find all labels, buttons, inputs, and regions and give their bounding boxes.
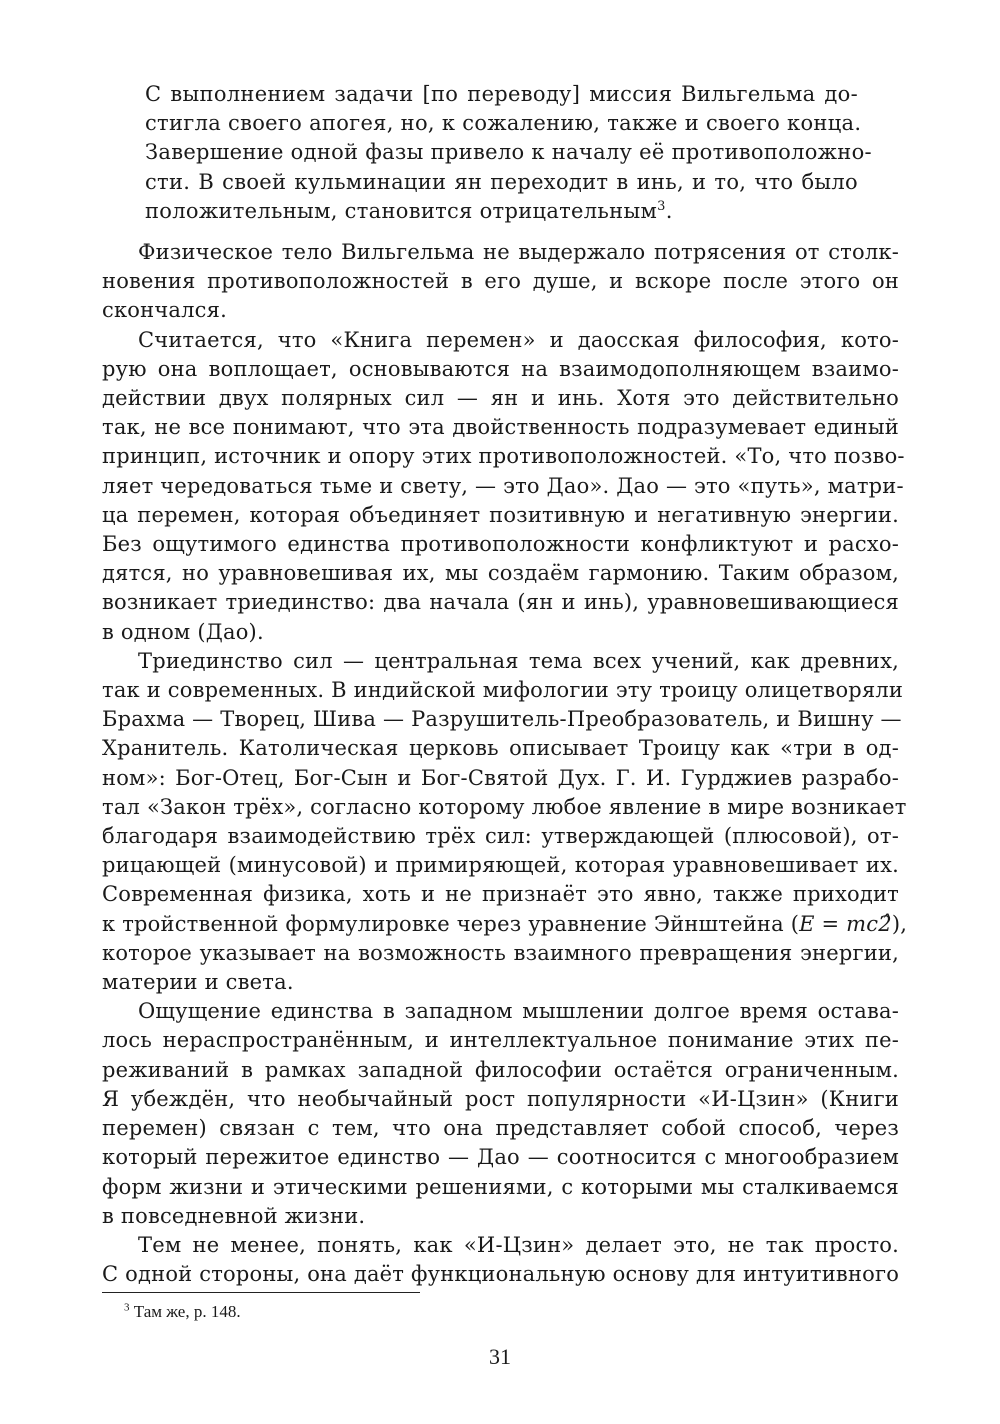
quote-last-line-text: положительным, становится отрицательным (145, 198, 658, 223)
paragraph-1-line: скончался. (102, 298, 227, 323)
quote-line: С выполнением задачи [по переводу] миссия Вильгельма до- (145, 82, 858, 106)
paragraph-5-line: Тем не менее, понять, как «И-Цзин» делает это, не так просто. (138, 1232, 899, 1257)
paragraph-5-line: С одной стороны, она даёт функциональную основу для интуитивного (102, 1262, 900, 1287)
einstein-formula: E = mc2̂ (799, 911, 892, 936)
paragraph-3-line: Современная физика, хоть и не признаёт это явно, также приходит (102, 882, 899, 907)
quote-last-line-end: . (665, 198, 673, 223)
paragraph-2-line: в одном (Дао). (102, 619, 264, 644)
paragraph-4-line: в повседневной жизни. (102, 1203, 366, 1228)
paragraph-2-line: дятся, но уравновешивая их, мы создаём гармонию. Таким образом, (102, 561, 899, 586)
body-text (102, 238, 908, 1289)
block-quote (145, 80, 872, 226)
footnote-text: Там же, p. 148. (129, 1302, 241, 1321)
page-number: 31 (489, 1344, 511, 1369)
paragraph-3-line: которое указывает на возможность взаимного превращения энергии, (102, 940, 899, 965)
paragraph-3-line: Триединство сил — центральная тема всех учений, как древних, (138, 648, 899, 673)
paragraph-4-line: форм жизни и этическими решениями, с которыми мы сталкиваемся (102, 1174, 899, 1199)
paragraph-2-line: так, не все понимают, что эта двойственность подразумевает единый (102, 415, 899, 440)
footnote-number: 3 (124, 1301, 130, 1314)
paragraph-2-line: действии двух полярных сил — ян и инь. Хотя это действительно (102, 386, 899, 411)
paragraph-2-line: Без ощутимого единства противоположности конфликтуют и расхо- (102, 532, 899, 557)
paragraph-3-line: благодаря взаимодействию трёх сил: утверждающей (плюсовой), от- (102, 824, 899, 849)
paragraph-3-line: Хранитель. Католическая церковь описывает Троицу как «три в од- (102, 736, 899, 761)
paragraph-4-line: перемен) связан с тем, что она представляет собой способ, через (102, 1116, 899, 1141)
quote-line: сти. В своей кульминации ян переходит в инь, и то, что было (145, 169, 858, 194)
paragraph-4-line: лось нераспространённым, и интеллектуальное понимание этих пе- (102, 1028, 899, 1053)
paragraph-3-line: тал «Закон трёх», согласно которому любое явление в мире возникает (102, 794, 907, 819)
paragraph-2-line: ляет чередоваться тьме и свету, — это Дао». Дао — это «путь», матри- (102, 473, 904, 498)
paragraph-3-line: Брахма — Творец, Шива — Разрушитель-Преобразователь, и Вишну — (102, 707, 902, 732)
quote-last-line (145, 197, 858, 226)
paragraph-2-line: рую она воплощает, основываются на взаимодополняющем взаимо- (102, 356, 899, 381)
paragraph-3-line: ном»: Бог-Отец, Бог-Сын и Бог-Святой Дух. Г. И. Гурджиев разрабо- (102, 765, 899, 790)
paragraph-3-line: рицающей (минусовой) и примиряющей, которая уравновешивает их. (102, 853, 899, 878)
paragraph-1-line: новения противоположностей в его душе, и вскоре после этого он (102, 269, 899, 294)
paragraph-2-line: принцип, источник и опору этих противоположностей. «То, что позво- (102, 444, 905, 469)
paragraph-4-line: Ощущение единства в западном мышлении долгое время остава- (138, 999, 899, 1024)
footnote-divider (102, 1292, 420, 1293)
footnote (124, 1300, 241, 1324)
quote-line: Завершение одной фазы привело к началу её противоположно- (145, 140, 872, 165)
footnote-reference: 3 (657, 198, 666, 214)
formula-line-before: к тройственной формулировке через уравнение Эйнштейна ( (102, 911, 800, 936)
paragraph-3-line: материи и света. (102, 970, 294, 995)
formula-line-after: ), (891, 911, 908, 936)
paragraph-4-line: который пережитое единство — Дао — соотносится с многообразием (102, 1145, 899, 1170)
paragraph-2-line: Считается, что «Книга перемен» и даосская философия, кото- (138, 327, 899, 352)
paragraph-2-line: ца перемен, которая объединяет позитивную и негативную энергии. (102, 502, 899, 527)
paragraph-4-line: реживаний в рамках западной философии остаётся ограниченным. (102, 1057, 899, 1082)
paragraph-3-formula-line (102, 910, 908, 939)
paragraph-3-line: так и современных. В индийской мифологии эту троицу олицетворяли (102, 678, 904, 703)
paragraph-1-line: Физическое тело Вильгельма не выдержало потрясения от столк- (138, 240, 899, 264)
paragraph-4-line: Я убеждён, что необычайный рост популярности «И-Цзин» (Книги (102, 1086, 899, 1111)
paragraph-2-line: возникает триединство: два начала (ян и инь), уравновешивающиеся (102, 590, 899, 615)
quote-line: стигла своего апогея, но, к сожалению, также и своего конца. (145, 111, 862, 136)
